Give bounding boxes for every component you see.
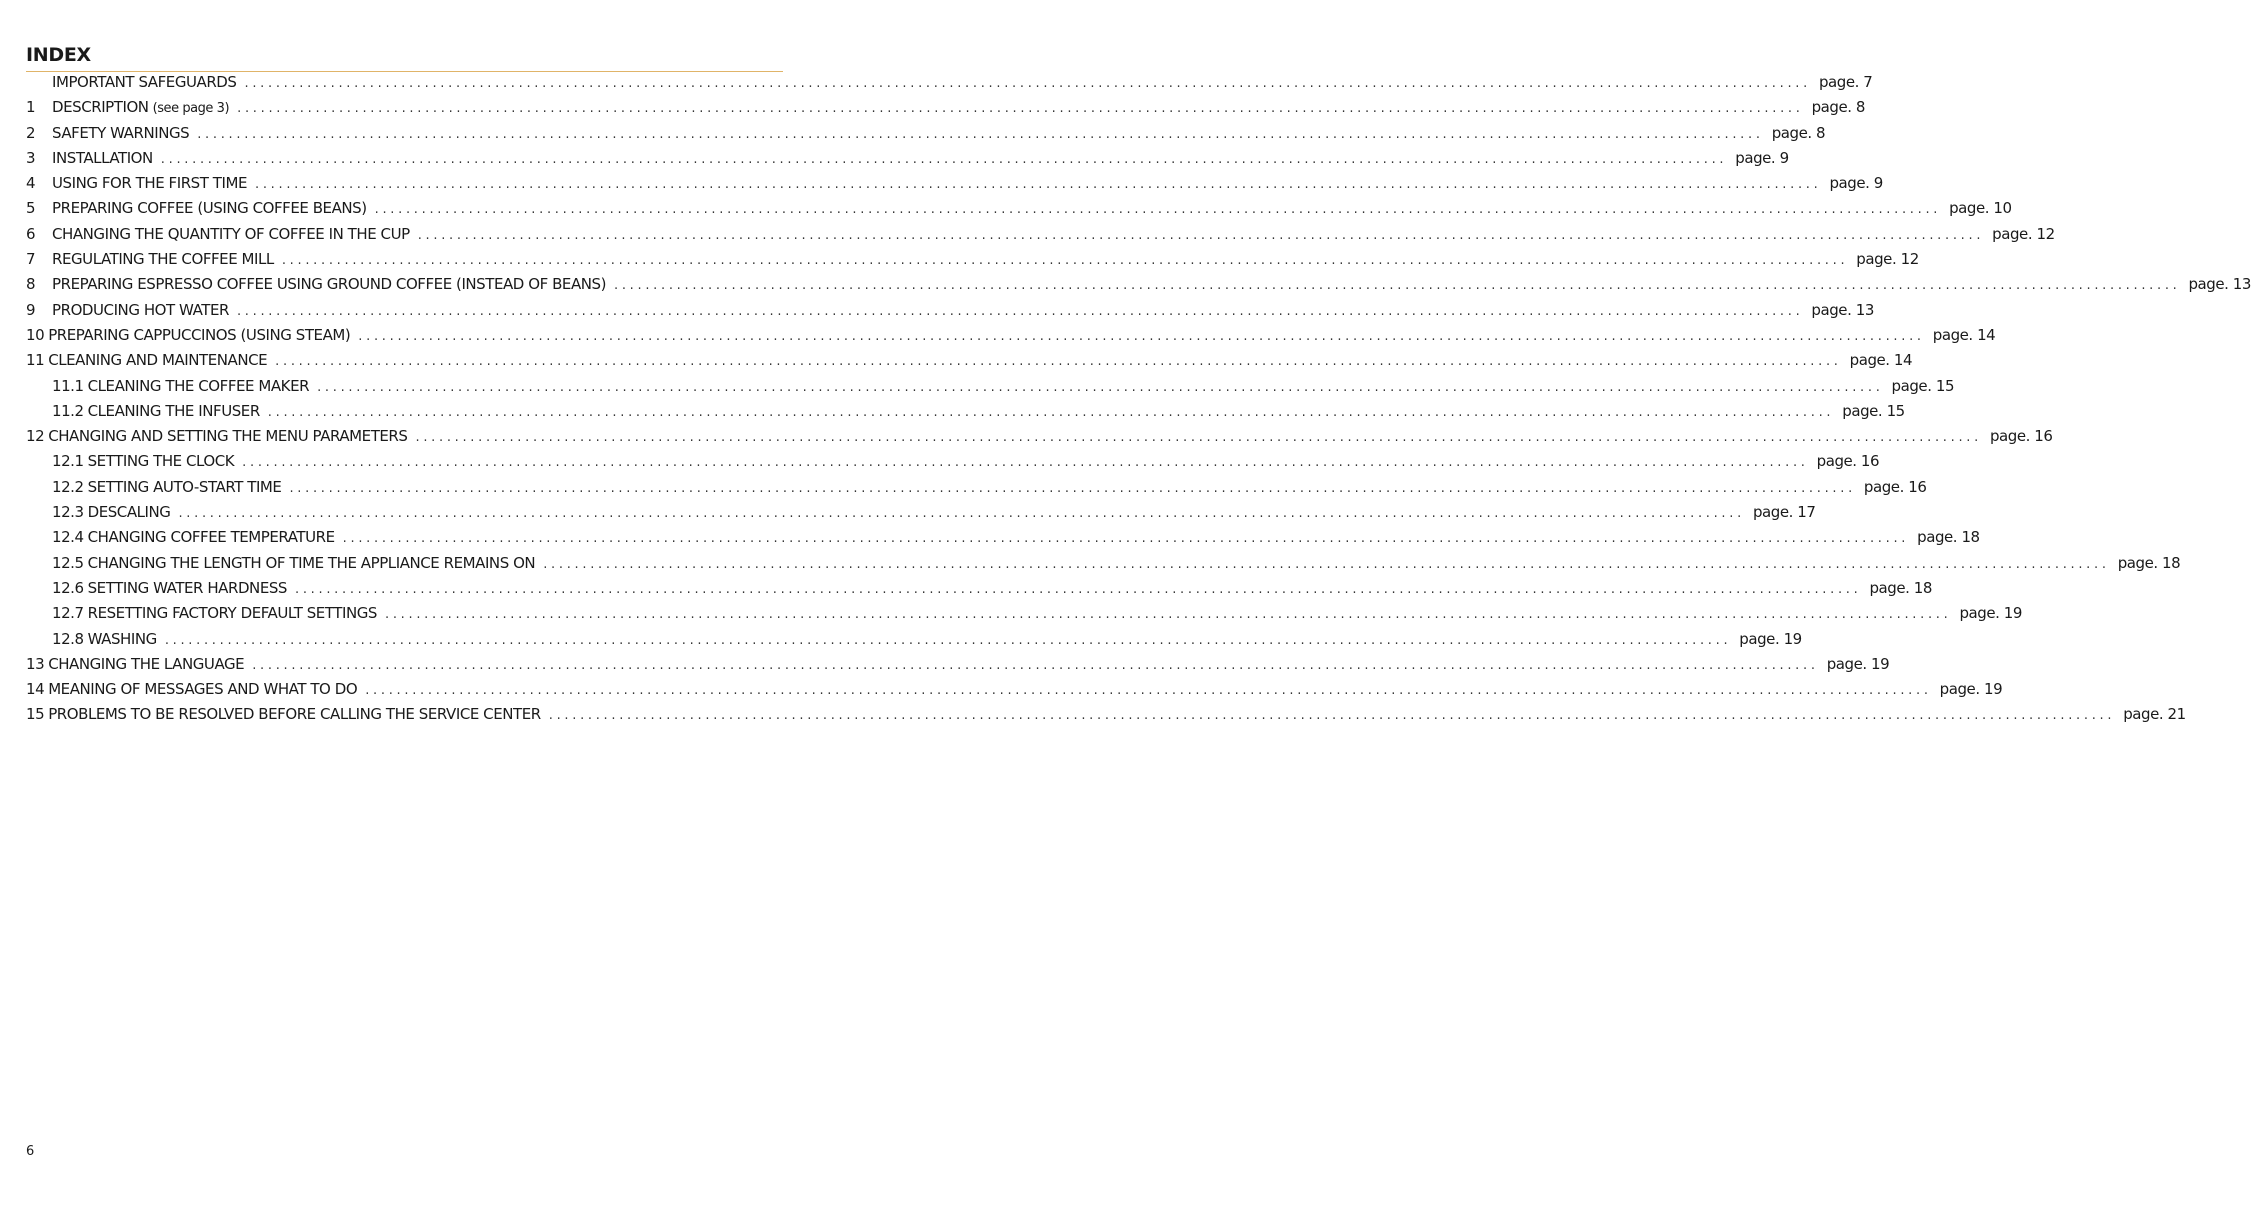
toc-entry-number: 11.1 — [52, 376, 84, 395]
dot-leader: ........................................................................................................................................................................................................ — [415, 430, 1982, 446]
toc-entry-label: MEANING OF MESSAGES AND WHAT TO DO — [48, 680, 358, 699]
toc-entry — [26, 705, 2186, 730]
toc-entry-number: 10 — [26, 325, 45, 344]
toc-entry-number: 12.7 — [52, 604, 84, 623]
toc-entry — [26, 503, 1816, 528]
toc-entry-note: (see page 3) — [152, 101, 230, 117]
toc-entry-page: page. 14 — [1849, 351, 1913, 370]
toc-entry-label: SETTING WATER HARDNESS — [87, 578, 287, 597]
dot-leader: ........................................................................................................................................................................................................ — [254, 177, 1822, 193]
toc-entry-page: page. 8 — [1771, 123, 1826, 142]
dot-leader: ........................................................................................................................................................................................................ — [178, 506, 1745, 522]
dot-leader: ........................................................................................................................................................................................................ — [236, 303, 1804, 319]
toc-entry-label: CHANGING AND SETTING THE MENU PARAMETERS — [48, 427, 408, 446]
toc-entry — [26, 325, 1996, 351]
dot-leader: ........................................................................................................................................................................................................ — [358, 328, 1925, 344]
toc-entry-page: page. 12 — [1992, 224, 2055, 243]
toc-entry — [26, 654, 1890, 680]
toc-entry-number: 12.5 — [52, 553, 84, 572]
toc-entry-page: page. 21 — [2123, 705, 2186, 724]
toc-entry-number: 1 — [26, 98, 36, 117]
toc-entry-label: CLEANING AND MAINTENANCE — [48, 351, 268, 370]
toc-entry-label: CLEANING THE INFUSER — [87, 401, 260, 420]
toc-entry-label: PRODUCING HOT WATER — [52, 300, 229, 319]
toc-entry — [26, 73, 1873, 98]
toc-entry — [26, 629, 1802, 655]
toc-entry-label: PREPARING COFFEE (USING COFFEE BEANS) — [52, 199, 367, 218]
toc-entry-number: 11.2 — [52, 401, 84, 420]
toc-entry-number: 5 — [26, 199, 36, 218]
toc-entry — [26, 680, 2003, 705]
toc-entry-page: page. 7 — [1818, 73, 1873, 91]
toc-entry-number: 12.8 — [52, 629, 84, 648]
dot-leader: ........................................................................................................................................................................................................ — [252, 657, 1819, 673]
toc-entry-page: page. 10 — [1949, 199, 2012, 218]
toc-entry-label: USING FOR THE FIRST TIME — [52, 174, 247, 193]
toc-entry — [26, 351, 1913, 376]
index-title: INDEX — [26, 44, 91, 66]
dot-leader: ........................................................................................................................................................................................................ — [164, 632, 1732, 648]
toc-entry-number: 12.1 — [52, 452, 84, 471]
toc-entry-page: page. 18 — [1869, 578, 1932, 597]
toc-entry — [26, 123, 1826, 149]
dot-leader: ........................................................................................................................................................................................................ — [365, 683, 1932, 699]
toc-entry — [26, 199, 2012, 224]
dot-leader: ........................................................................................................................................................................................................ — [543, 556, 2110, 572]
toc-entry-page: page. 15 — [1891, 376, 1955, 395]
toc-entry-number: 12.2 — [52, 477, 84, 496]
toc-entry-page: page. 19 — [1939, 680, 2003, 699]
toc-entry-number: 4 — [26, 174, 36, 193]
toc-entry-label: PROBLEMS TO BE RESOLVED BEFORE CALLING THE SERVICE CENTER — [48, 705, 541, 724]
toc-entry-page: page. 16 — [1863, 477, 1927, 496]
page-number: 6 — [26, 1144, 35, 1159]
toc-entry-label: IMPORTANT SAFEGUARDS — [52, 73, 237, 91]
toc-entry — [26, 174, 1883, 199]
toc-entry-label: WASHING — [87, 629, 157, 648]
toc-entry-label: RESETTING FACTORY DEFAULT SETTINGS — [87, 604, 377, 623]
toc-entry-number: 8 — [26, 275, 36, 294]
toc-entry-label: CHANGING THE LANGUAGE — [48, 654, 245, 673]
toc-entry-label: CHANGING COFFEE TEMPERATURE — [87, 528, 335, 547]
dot-leader: ........................................................................................................................................................................................................ — [374, 202, 1942, 218]
toc-entry — [26, 553, 2181, 579]
dot-leader: ........................................................................................................................................................................................................ — [317, 379, 1884, 395]
toc-entry-number: 13 — [26, 654, 45, 673]
toc-entry — [26, 427, 2053, 452]
toc-entry — [26, 98, 1865, 123]
toc-entry-label: CHANGING THE LENGTH OF TIME THE APPLIANCE REMAINS ON — [87, 553, 536, 572]
toc-entry-number: 14 — [26, 680, 45, 699]
toc-entry-label: CLEANING THE COFFEE MAKER — [87, 376, 310, 395]
toc-entry-number: 3 — [26, 148, 36, 167]
title-underline — [26, 71, 783, 72]
dot-leader: ........................................................................................................................................................................................................ — [295, 581, 1862, 597]
toc-entry-page: page. 18 — [2117, 553, 2181, 572]
toc-entry-number: 6 — [26, 224, 36, 243]
toc-entry-label: SAFETY WARNINGS — [52, 123, 190, 142]
toc-entry-page: page. 16 — [1989, 427, 2053, 446]
toc-entry-number: 12.3 — [52, 503, 84, 522]
dot-leader: ........................................................................................................................................................................................................ — [614, 278, 2181, 294]
toc-entry-number: 7 — [26, 250, 36, 269]
toc-entry — [26, 578, 1932, 604]
dot-leader: ........................................................................................................................................................................................................ — [548, 708, 2116, 724]
dot-leader: ........................................................................................................................................................................................................ — [417, 227, 1985, 243]
toc-entry-number: 12.4 — [52, 528, 84, 547]
toc-entry-page: page. 8 — [1811, 98, 1865, 117]
toc-entry-number: 15 — [26, 705, 45, 724]
toc-entry-page: page. 19 — [1826, 654, 1890, 673]
toc-entry-number: 12 — [26, 427, 45, 446]
toc-entry — [26, 528, 1980, 553]
dot-leader: ........................................................................................................................................................................................................ — [160, 151, 1728, 167]
toc-entry-page: page. 9 — [1829, 174, 1883, 193]
toc-entry-label: PREPARING CAPPUCCINOS (USING STEAM) — [48, 325, 351, 344]
toc-entry — [26, 452, 1880, 477]
toc-entry-page: page. 18 — [1917, 528, 1980, 547]
dot-leader: ........................................................................................................................................................................................................ — [197, 126, 1764, 142]
toc-entry-page: page. 13 — [2188, 275, 2251, 294]
toc-entry — [26, 148, 1789, 174]
toc-entry — [26, 376, 1955, 402]
toc-entry-page: page. 13 — [1811, 300, 1874, 319]
toc-entry — [26, 401, 1905, 427]
toc-entry-number: 12.6 — [52, 578, 84, 597]
toc-entry-page: page. 15 — [1842, 401, 1905, 420]
toc-entry-page: page. 16 — [1816, 452, 1880, 471]
toc-entry-label: SETTING AUTO-START TIME — [87, 477, 282, 496]
toc-entry — [26, 224, 2055, 250]
toc-entry-number: 2 — [26, 123, 36, 142]
toc-entry-number: 9 — [26, 300, 36, 319]
toc-entry — [26, 250, 1919, 275]
toc-entry-page: page. 17 — [1752, 503, 1816, 522]
toc-entry-page: page. 19 — [1959, 604, 2022, 623]
toc-entry-page: page. 14 — [1932, 325, 1996, 344]
toc-entry-label: DESCALING — [87, 503, 171, 522]
dot-leader: ........................................................................................................................................................................................................ — [289, 480, 1856, 496]
toc-entry-page: page. 12 — [1856, 250, 1919, 269]
dot-leader: ........................................................................................................................................................................................................ — [342, 531, 1910, 547]
dot-leader: ........................................................................................................................................................................................................ — [281, 253, 1849, 269]
toc-entry-label: INSTALLATION — [52, 148, 153, 167]
dot-leader: ........................................................................................................................................................................................................ — [237, 101, 1804, 117]
toc-entry-label: CHANGING THE QUANTITY OF COFFEE IN THE CUP — [52, 224, 410, 243]
toc-entry-page: page. 9 — [1735, 148, 1789, 167]
dot-leader: ........................................................................................................................................................................................................ — [384, 607, 1952, 623]
toc-entry-number: 11 — [26, 351, 45, 370]
toc-entry-page: page. 19 — [1739, 629, 1802, 648]
dot-leader: ........................................................................................................................................................................................................ — [275, 354, 1842, 370]
toc-entry — [26, 300, 1874, 326]
toc-entry — [26, 477, 1927, 503]
toc-entry — [26, 275, 2251, 300]
dot-leader: ........................................................................................................................................................................................................ — [267, 404, 1835, 420]
toc-entry-label: SETTING THE CLOCK — [87, 452, 235, 471]
toc-entry-label: PREPARING ESPRESSO COFFEE USING GROUND COFFEE (INSTEAD OF BEANS) — [52, 275, 607, 294]
table-of-contents — [26, 73, 2251, 731]
toc-entry-label: DESCRIPTION — [52, 98, 149, 117]
toc-entry — [26, 604, 2022, 629]
dot-leader: ........................................................................................................................................................................................................ — [242, 455, 1809, 471]
toc-entry-label: REGULATING THE COFFEE MILL — [52, 250, 274, 269]
dot-leader: ........................................................................................................................................................................................................ — [244, 76, 1811, 91]
